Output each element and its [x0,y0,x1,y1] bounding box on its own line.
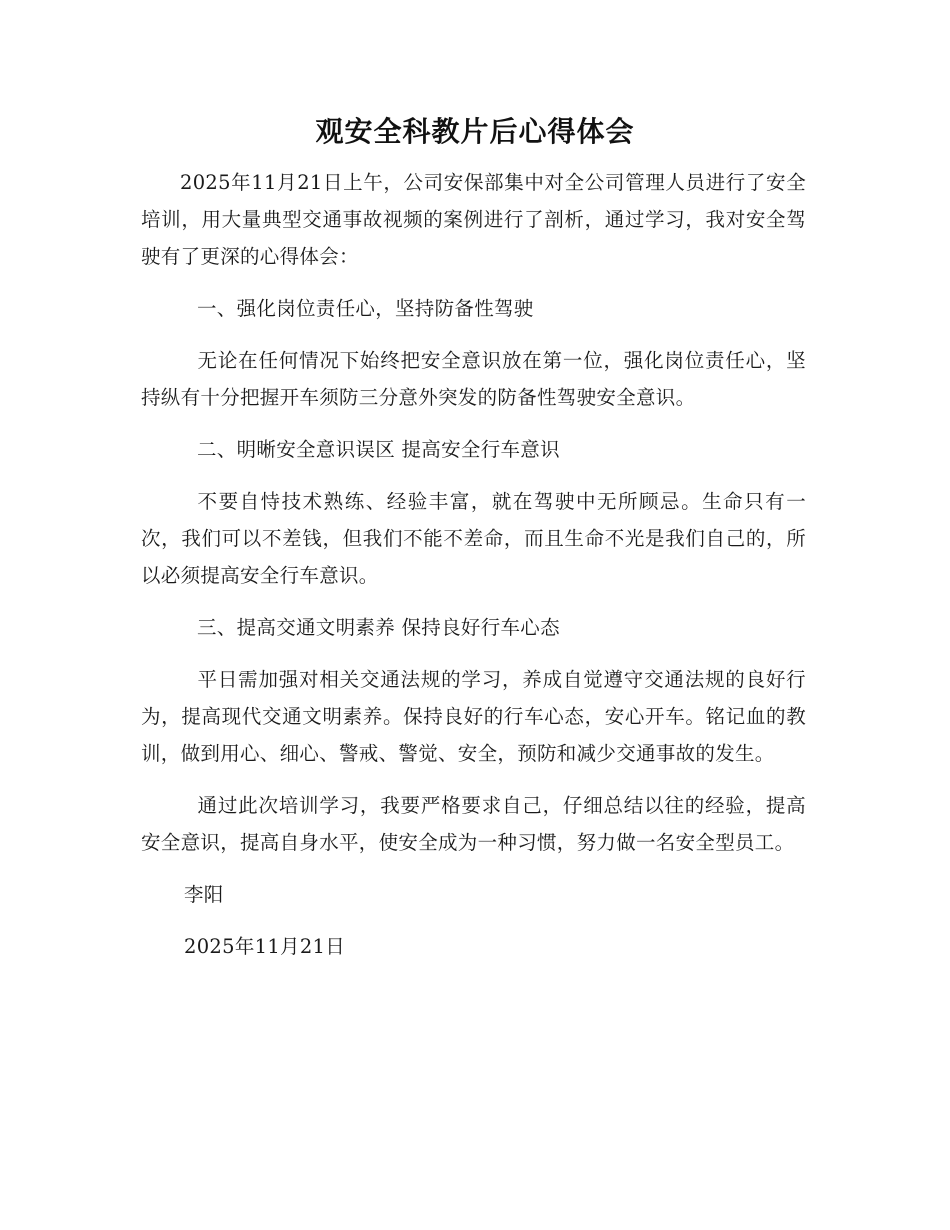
signature-date: 2025年11月21日 [184,935,346,958]
intro-paragraph: 2025年11月21日上午，公司安保部集中对全公司管理人员进行了安全培训，用大量典型交通事故视频的案例进行了剖析，通过学习，我对安全驾驶有了更深的心得体会： [141,171,806,268]
section-3-heading: 三、提高交通文明素养 保持良好行车心态 [197,616,560,639]
document-title: 观安全科教片后心得体会 [315,115,635,148]
signature-name: 李阳 [184,883,224,906]
section-2-body: 不要自恃技术熟练、经验丰富，就在驾驶中无所顾忌。生命只有一次，我们可以不差钱，但我们不能不差命，而且生命不光是我们自己的，所以必须提高安全行车意识。 [141,490,806,587]
conclusion-paragraph: 通过此次培训学习，我要严格要求自己，仔细总结以往的经验，提高安全意识，提高自身水平，使安全成为一种习惯，努力做一名安全型员工。 [141,794,806,854]
section-1-body: 无论在任何情况下始终把安全意识放在第一位，强化岗位责任心，坚持纵有十分把握开车须防三分意外突发的防备性驾驶安全意识。 [141,349,806,409]
section-2-heading: 二、明晰安全意识误区 提高安全行车意识 [197,438,560,461]
section-1-heading: 一、强化岗位责任心，坚持防备性驾驶 [197,297,534,320]
section-3-body: 平日需加强对相关交通法规的学习，养成自觉遵守交通法规的良好行为，提高现代交通文明素养。保持良好的行车心态，安心开车。铭记血的教训，做到用心、细心、警戒、警觉、安全，预防和减少交通事故的发生。 [141,668,806,765]
document-body [141,164,806,965]
